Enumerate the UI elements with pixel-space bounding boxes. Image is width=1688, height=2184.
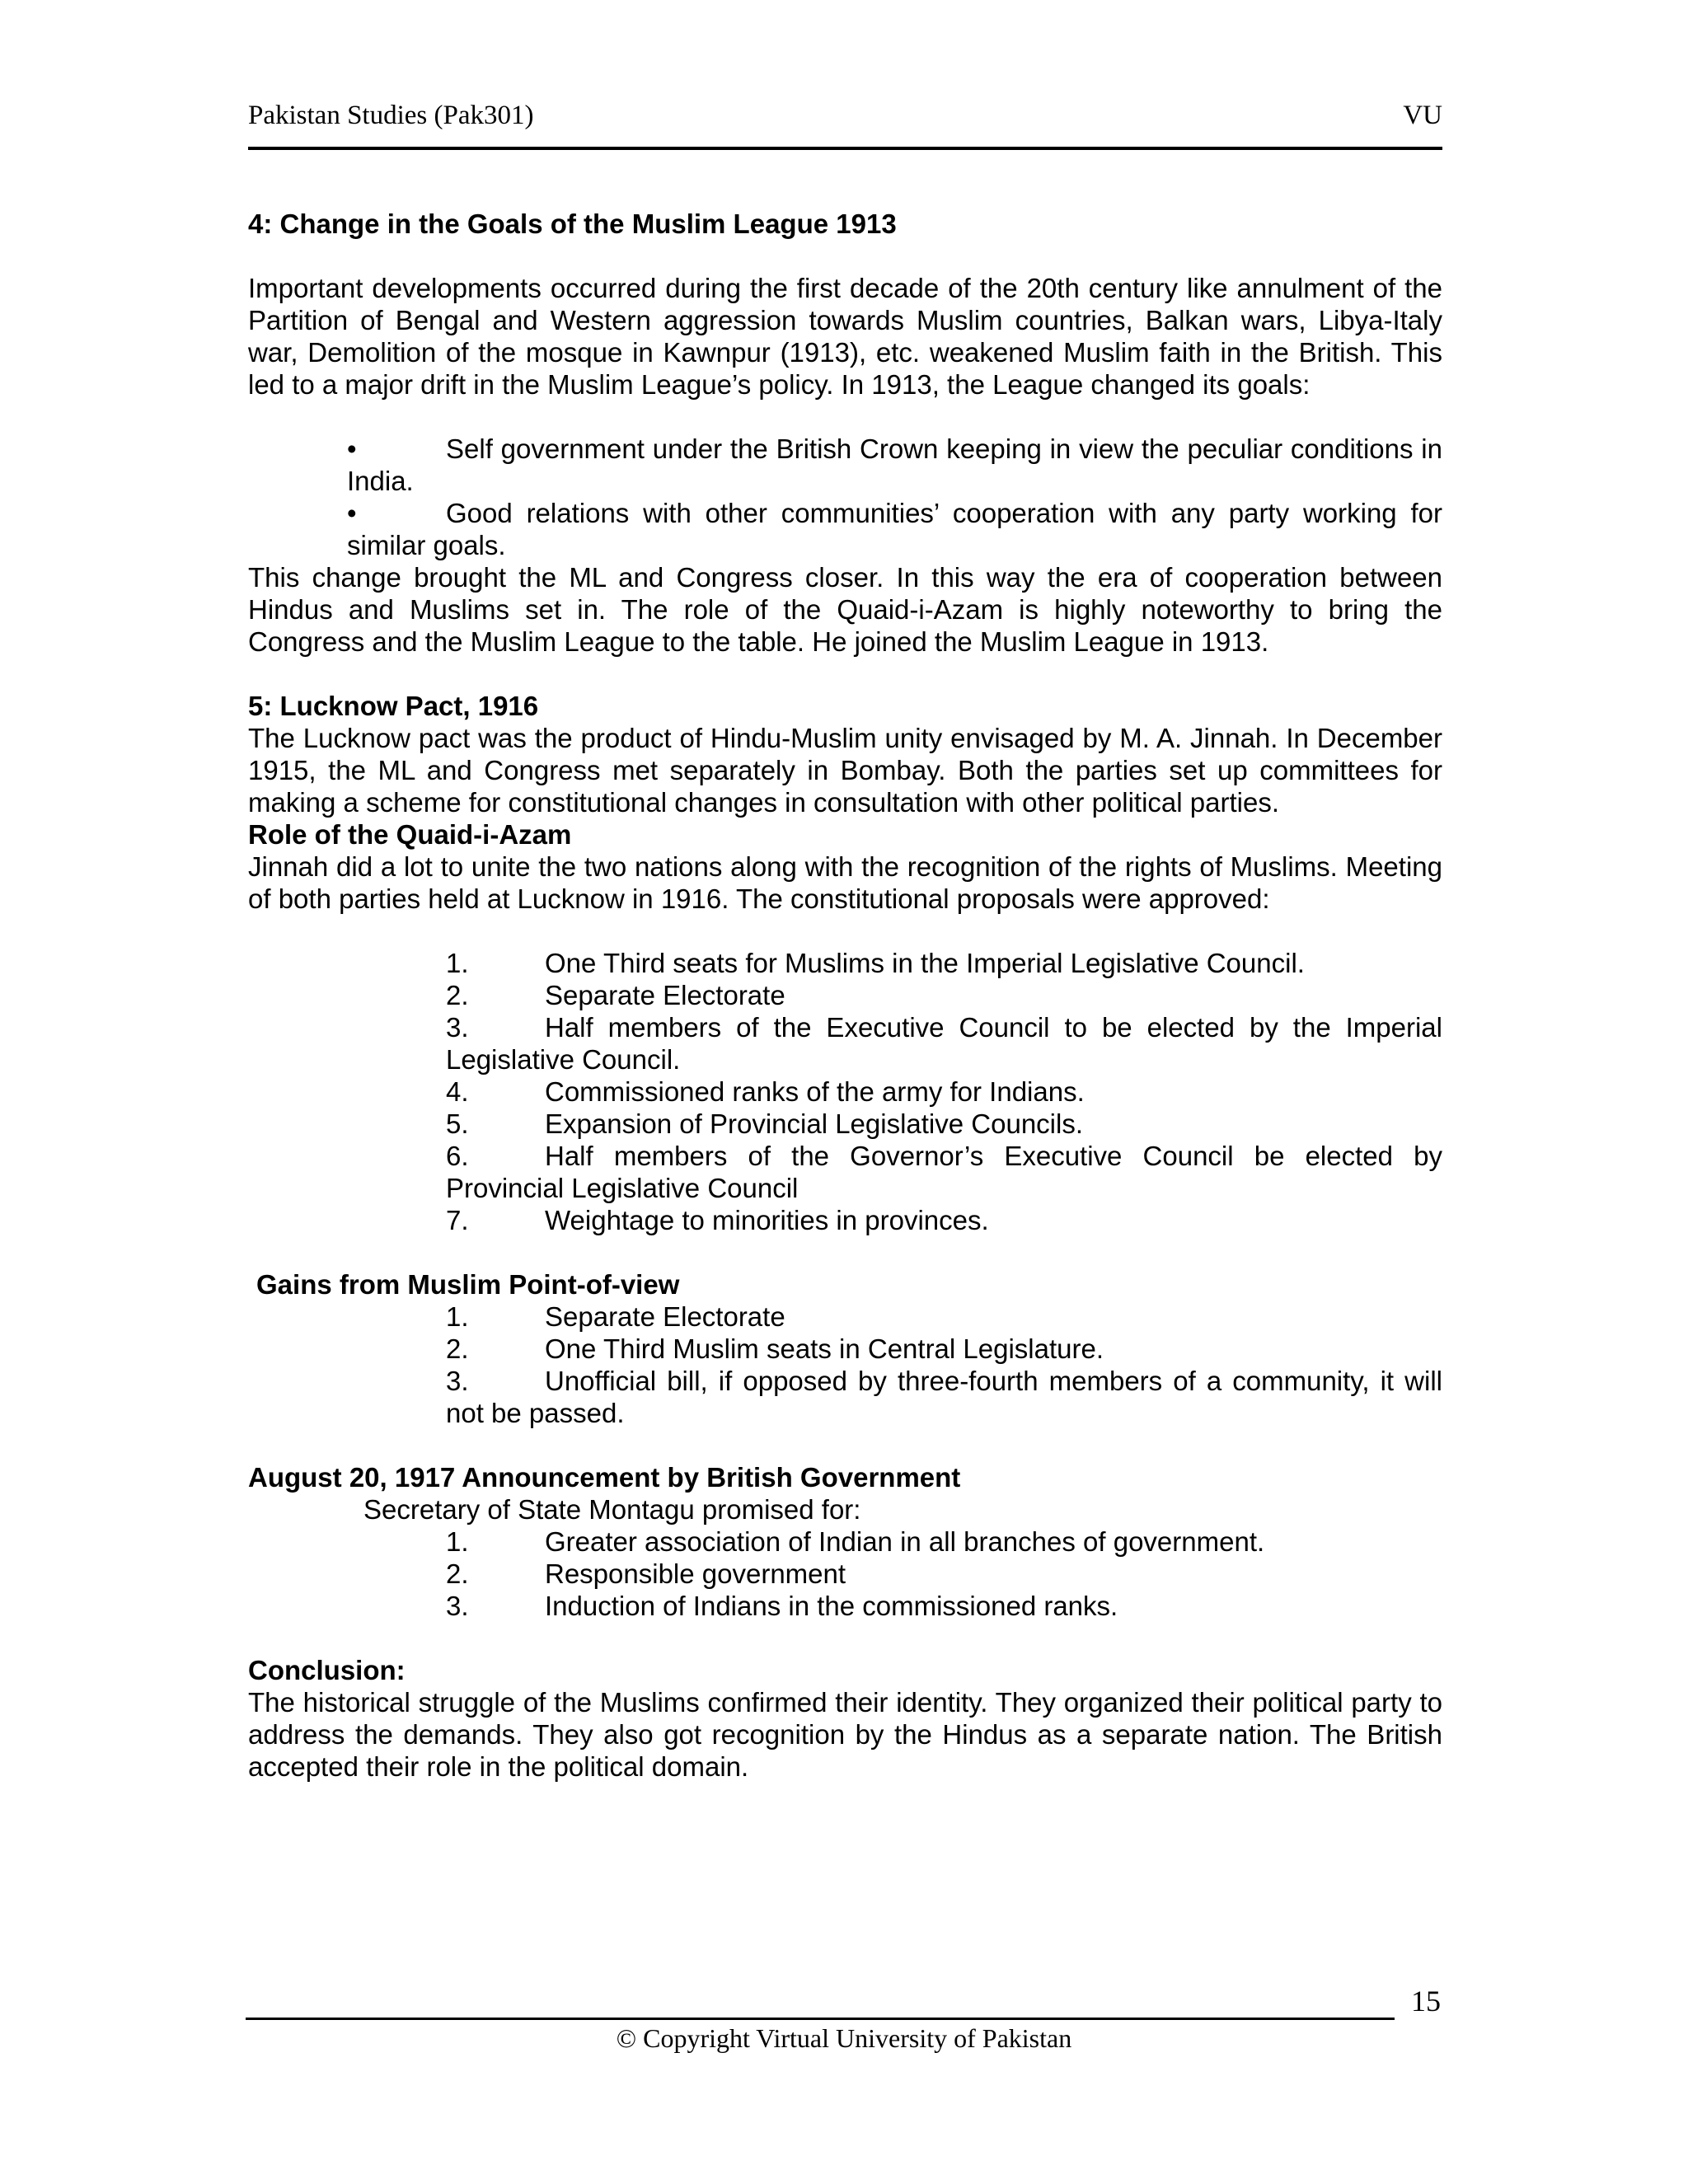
goal-text: Self government under the British Crown keeping in view the peculiar conditions in India. xyxy=(347,434,1442,496)
goal-text: Good relations with other communities’ cooperation with any party working for similar goals. xyxy=(347,498,1442,560)
item-text: Responsible government xyxy=(545,1558,846,1589)
document-body xyxy=(248,208,1442,1783)
header-course-title: Pakistan Studies (Pak301) xyxy=(248,101,534,130)
bullet-symbol: • xyxy=(347,434,357,464)
section-5-heading: 5: Lucknow Pact, 1916 xyxy=(248,691,539,721)
list-item xyxy=(347,433,1442,497)
item-number: 6. xyxy=(446,1141,469,1171)
announcement-heading: August 20, 1917 Announcement by British Government xyxy=(248,1462,961,1493)
item-text: Induction of Indians in the commissioned ranks. xyxy=(545,1591,1118,1621)
conclusion-text: The historical struggle of the Muslims confirmed their identity. They organized their political party to address the demands. They also got recognition by the Hindus as a separate nation. The British accepted their role in the political domain. xyxy=(248,1687,1442,1782)
list-item xyxy=(446,1558,1442,1590)
list-item xyxy=(446,1365,1442,1429)
item-number: 1. xyxy=(446,948,469,978)
list-item xyxy=(446,979,1442,1011)
item-text: Expansion of Provincial Legislative Councils. xyxy=(545,1108,1084,1139)
item-number: 3. xyxy=(446,1591,469,1621)
conclusion-heading: Conclusion: xyxy=(248,1655,406,1685)
item-number: 2. xyxy=(446,1558,469,1589)
copyright-notice: © Copyright Virtual University of Pakistan xyxy=(616,2023,1072,2053)
item-number: 3. xyxy=(446,1366,469,1396)
item-number: 2. xyxy=(446,1333,469,1364)
item-number: 5. xyxy=(446,1108,469,1139)
header-institution: VU xyxy=(1403,101,1442,130)
role-text: Jinnah did a lot to unite the two nations along with the recognition of the rights of Muslims. Meeting of both parties held at Lucknow in 1916. The constitutional proposals were approved: xyxy=(248,851,1442,914)
item-text: Weightage to minorities in provinces. xyxy=(545,1205,989,1235)
list-item xyxy=(446,1140,1442,1204)
item-text: One Third Muslim seats in Central Legislature. xyxy=(545,1333,1104,1364)
list-item xyxy=(446,1333,1442,1365)
section-5-intro: The Lucknow pact was the product of Hindu-Muslim unity envisaged by M. A. Jinnah. In December 1915, the ML and Congress met separately in Bombay. Both the parties set up committees for making a scheme for constitutional changes in consultation with other political parties. xyxy=(248,723,1442,818)
item-text: One Third seats for Muslims in the Imperial Legislative Council. xyxy=(545,948,1305,978)
footer-divider xyxy=(246,2018,1395,2020)
item-number: 1. xyxy=(446,1301,469,1332)
bullet-symbol: • xyxy=(347,498,357,528)
section-4-heading: 4: Change in the Goals of the Muslim League 1913 xyxy=(248,209,897,239)
item-number: 3. xyxy=(446,1012,469,1043)
announcement-lead: Secretary of State Montagu promised for: xyxy=(363,1494,861,1525)
item-text: Half members of the Governor’s Executive Council be elected by Provincial Legislative Council xyxy=(446,1141,1442,1203)
item-number: 4. xyxy=(446,1076,469,1107)
section-4-intro: Important developments occurred during the first decade of the 20th century like annulment of the Partition of Bengal and Western aggression towards Muslim countries, Balkan wars, Libya-Italy war, Demolition of the mosque in Kawnpur (1913), etc. weakened Muslim faith in the British. This led to a major drift in the Muslim League’s policy. In 1913, the League changed its goals: xyxy=(248,273,1442,400)
list-item xyxy=(446,1108,1442,1140)
list-item xyxy=(446,1526,1442,1558)
item-number: 2. xyxy=(446,980,469,1010)
item-text: Greater association of Indian in all branches of government. xyxy=(545,1526,1265,1557)
item-number: 7. xyxy=(446,1205,469,1235)
item-text: Half members of the Executive Council to be elected by the Imperial Legislative Council. xyxy=(446,1012,1442,1075)
role-heading: Role of the Quaid-i-Azam xyxy=(248,819,572,850)
list-item xyxy=(446,1076,1442,1108)
item-text: Separate Electorate xyxy=(545,1301,785,1332)
list-item xyxy=(446,947,1442,979)
header-divider xyxy=(248,147,1442,150)
item-number: 1. xyxy=(446,1526,469,1557)
list-item xyxy=(446,1301,1442,1333)
list-item xyxy=(446,1590,1442,1622)
list-item xyxy=(347,497,1442,561)
list-item xyxy=(446,1011,1442,1076)
section-4-closing: This change brought the ML and Congress closer. In this way the era of cooperation between Hindus and Muslims set in. The role of the Quaid-i-Azam is highly noteworthy to bring the Congress and the Muslim League to the table. He joined the Muslim League in 1913. xyxy=(248,562,1442,657)
item-text: Separate Electorate xyxy=(545,980,785,1010)
item-text: Commissioned ranks of the army for Indians. xyxy=(545,1076,1085,1107)
page-number: 15 xyxy=(1411,1985,1441,2018)
gains-heading: Gains from Muslim Point-of-view xyxy=(256,1269,680,1300)
item-text: Unofficial bill, if opposed by three-fourth members of a community, it will not be passed. xyxy=(446,1366,1442,1428)
list-item xyxy=(446,1204,1442,1236)
